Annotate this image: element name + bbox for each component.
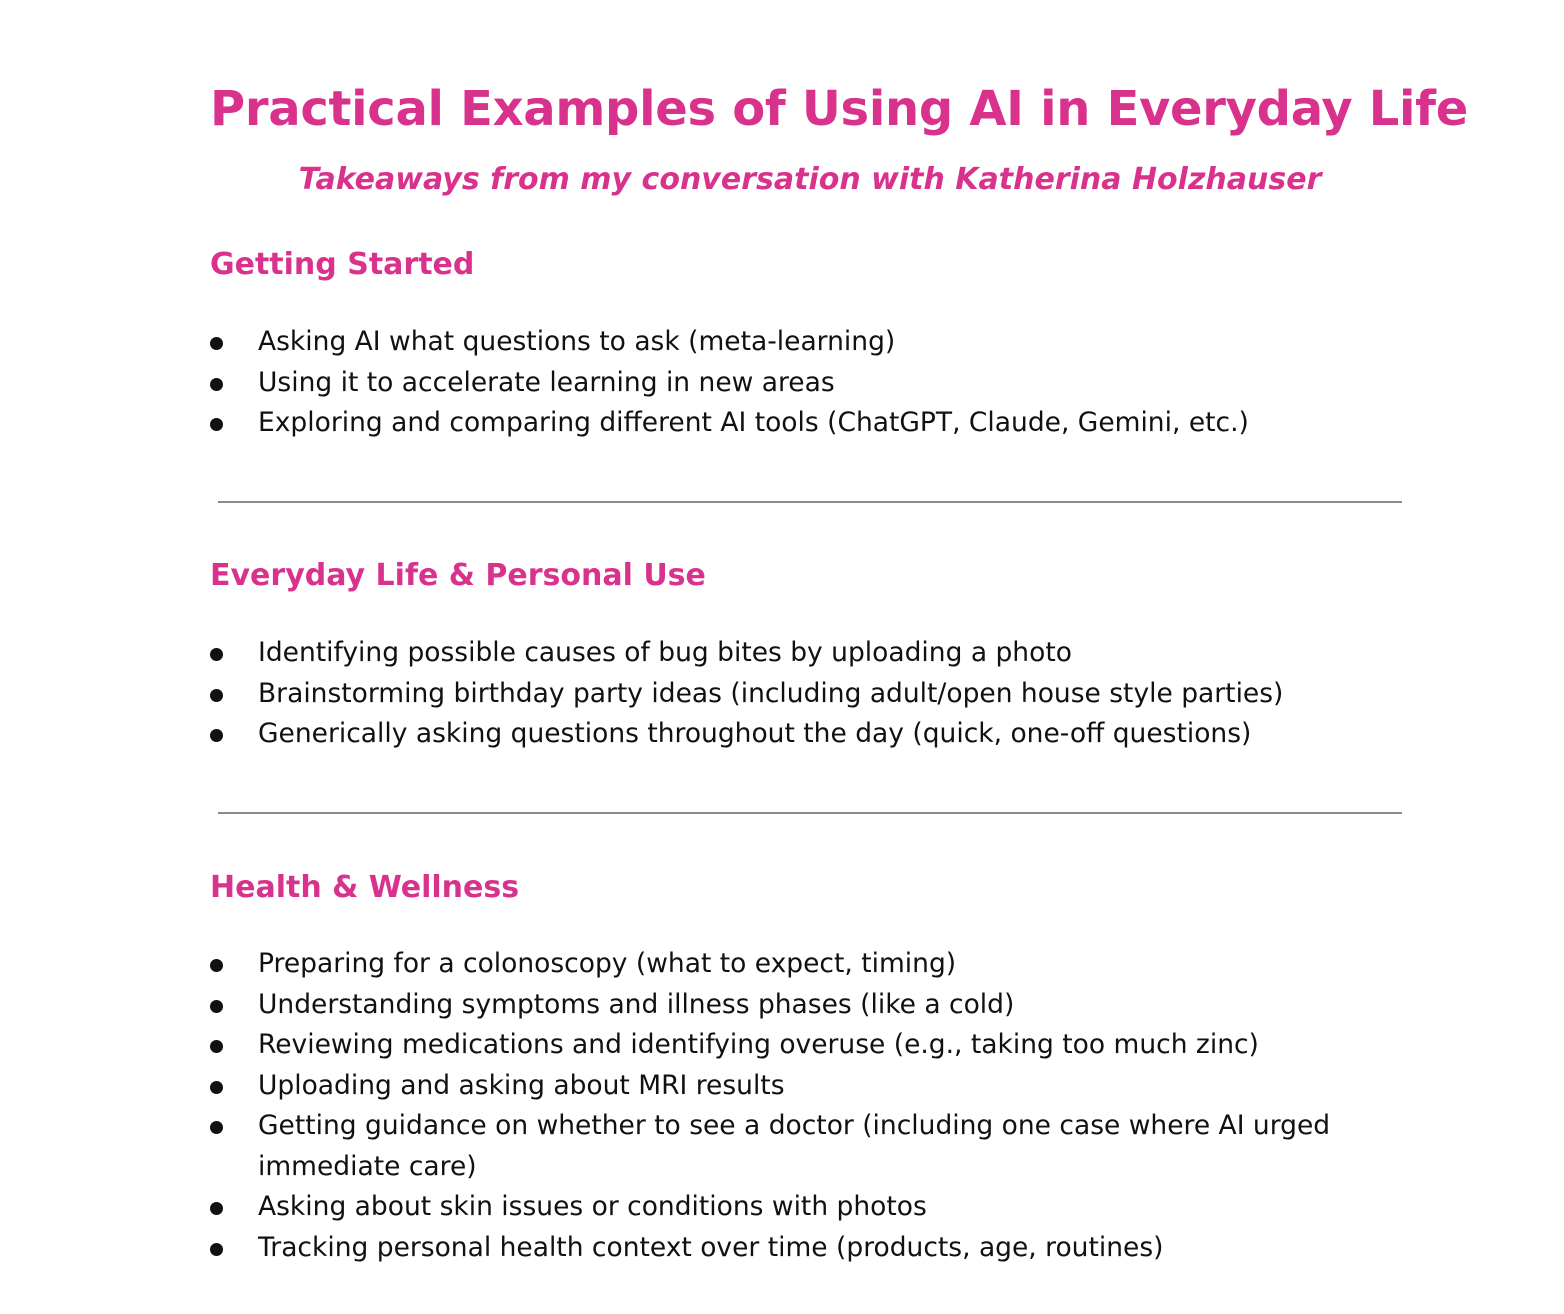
list-item xyxy=(210,403,1410,444)
bullet-icon xyxy=(210,337,223,350)
bullet-icon xyxy=(210,1000,223,1013)
bullet-icon xyxy=(210,418,223,431)
bullet-icon xyxy=(210,1202,223,1215)
document-subtitle: Takeaways from my conversation with Katherina Holzhauser xyxy=(298,162,1322,197)
section-heading-everyday-life: Everyday Life & Personal Use xyxy=(210,558,706,593)
list-item xyxy=(210,1187,1410,1228)
bullet-icon xyxy=(210,378,223,391)
bullet-list-getting-started xyxy=(210,322,1410,444)
list-item-text: Tracking personal health context over time (products, age, routines) xyxy=(258,1231,1164,1263)
bullet-icon xyxy=(210,1121,223,1134)
section-divider xyxy=(218,812,1402,814)
list-item xyxy=(210,363,1410,404)
bullet-icon xyxy=(210,648,223,661)
section-heading-getting-started: Getting Started xyxy=(210,247,475,282)
bullet-icon xyxy=(210,689,223,702)
list-item-text: Getting guidance on whether to see a doctor (including one case where AI urged immediate care) xyxy=(258,1110,1331,1182)
list-item xyxy=(210,633,1410,674)
list-item-text: Preparing for a colonoscopy (what to expect, timing) xyxy=(258,948,957,979)
list-item-text: Asking AI what questions to ask (meta-learning) xyxy=(258,326,896,357)
list-item-text: Exploring and comparing different AI tools (ChatGPT, Claude, Gemini, etc.) xyxy=(258,407,1249,438)
list-item xyxy=(210,1106,1338,1187)
list-item-text: Asking about skin issues or conditions with photos xyxy=(258,1191,927,1222)
list-item-text: Reviewing medications and identifying overuse (e.g., taking too much zinc) xyxy=(258,1029,1259,1060)
list-item-text: Brainstorming birthday party ideas (including adult/open house style parties) xyxy=(258,677,1284,709)
list-item-text: Using it to accelerate learning in new areas xyxy=(258,366,835,398)
bullet-icon xyxy=(210,1243,223,1256)
list-item-text: Uploading and asking about MRI results xyxy=(258,1069,785,1101)
list-item xyxy=(210,674,1410,715)
list-item xyxy=(210,1066,1410,1107)
bullet-icon xyxy=(210,1081,223,1094)
list-item xyxy=(210,714,1410,755)
list-item xyxy=(210,1025,1410,1066)
section-divider xyxy=(218,501,1402,503)
list-item-text: Understanding symptoms and illness phases (like a cold) xyxy=(258,988,1015,1020)
bullet-list-health-wellness xyxy=(210,944,1410,1268)
list-item-text: Generically asking questions throughout the day (quick, one-off questions) xyxy=(258,718,1252,749)
list-item-text: Identifying possible causes of bug bites by uploading a photo xyxy=(258,637,1072,668)
bullet-icon xyxy=(210,959,223,972)
bullet-icon xyxy=(210,729,223,742)
list-item xyxy=(210,322,1410,363)
list-item xyxy=(210,985,1410,1026)
section-heading-health-wellness: Health & Wellness xyxy=(210,870,520,905)
bullet-icon xyxy=(210,1040,223,1053)
bullet-list-everyday-life xyxy=(210,633,1410,755)
list-item xyxy=(210,1228,1410,1269)
document-title: Practical Examples of Using AI in Everyday Life xyxy=(210,81,1469,137)
list-item xyxy=(210,944,1410,985)
